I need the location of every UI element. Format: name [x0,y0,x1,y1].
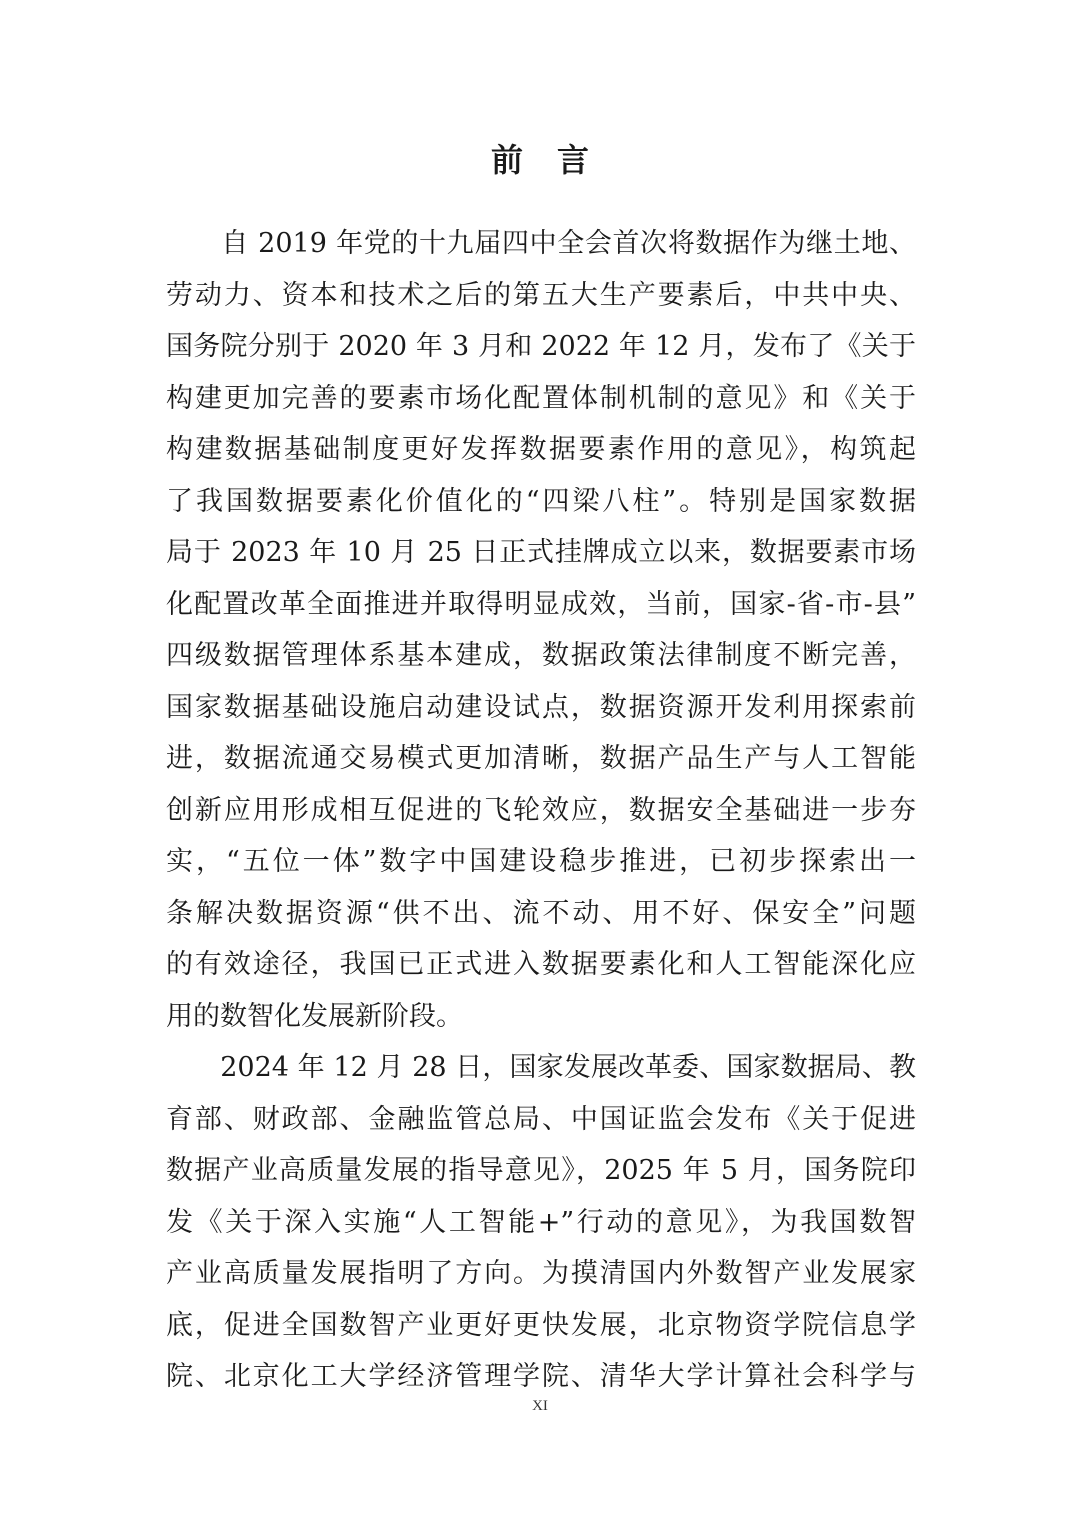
text-line: 局于 2023 年 10 月 25 日正式挂牌成立以来，数据要素市场 [166,537,916,568]
text-line: 的有效途径，我国已正式进入数据要素化和人工智能深化应 [166,949,916,980]
title-char-2: 言 [557,141,590,179]
preface-body [166,218,916,1403]
text-line: 用的数智化发展新阶段。 [166,1000,463,1032]
text-line: 数据产业高质量发展的指导意见》，2025 年 5 月，国务院印 [166,1155,916,1186]
paragraph [166,1042,916,1403]
text-line: 创新应用形成相互促进的飞轮效应，数据安全基础进一步夯 [166,794,916,826]
text-line: 院、北京化工大学经济管理学院、清华大学计算社会科学与 [166,1361,916,1392]
text-line: 2024 年 12 月 28 日，国家发展改革委、国家数据局、教 [166,1052,916,1083]
text-line: 了我国数据要素化价值化的“四梁八柱”。特别是国家数据 [166,485,916,517]
text-line: 四级数据管理体系基本建成，数据政策法律制度不断完善， [166,640,916,671]
text-line: 劳动力、资本和技术之后的第五大生产要素后，中共中央、 [166,279,916,311]
page-title [0,138,1080,182]
text-line: 育部、财政部、金融监管总局、中国证监会发布《关于促进 [166,1103,916,1135]
text-line: 化配置改革全面推进并取得明显成效，当前，国家-省-市-县” [166,588,916,620]
text-line: 国务院分别于 2020 年 3 月和 2022 年 12 月，发布了《关于 [166,331,916,362]
text-line: 产业高质量发展指明了方向。为摸清国内外数智产业发展家 [166,1258,916,1289]
text-line: 自 2019 年党的十九届四中全会首次将数据作为继土地、 [166,228,916,259]
title-char-1: 前 [490,141,523,179]
text-line: 进，数据流通交易模式更加清晰，数据产品生产与人工智能 [166,743,916,774]
text-line: 国家数据基础设施启动建设试点，数据资源开发利用探索前 [166,691,916,723]
text-line: 发《关于深入实施“人工智能+”行动的意见》，为我国数智 [166,1206,916,1238]
page-number: XI [532,1398,548,1414]
text-line: 底，促进全国数智产业更好更快发展，北京物资学院信息学 [166,1309,916,1341]
text-line: 构建数据基础制度更好发挥数据要素作用的意见》，构筑起 [166,434,916,465]
paragraph [166,218,916,1042]
text-line: 实，“五位一体”数字中国建设稳步推进，已初步探索出一 [166,846,916,877]
text-line: 构建更加完善的要素市场化配置体制机制的意见》和《关于 [166,382,916,414]
text-line: 条解决数据资源“供不出、流不动、用不好、保安全”问题 [166,897,916,929]
